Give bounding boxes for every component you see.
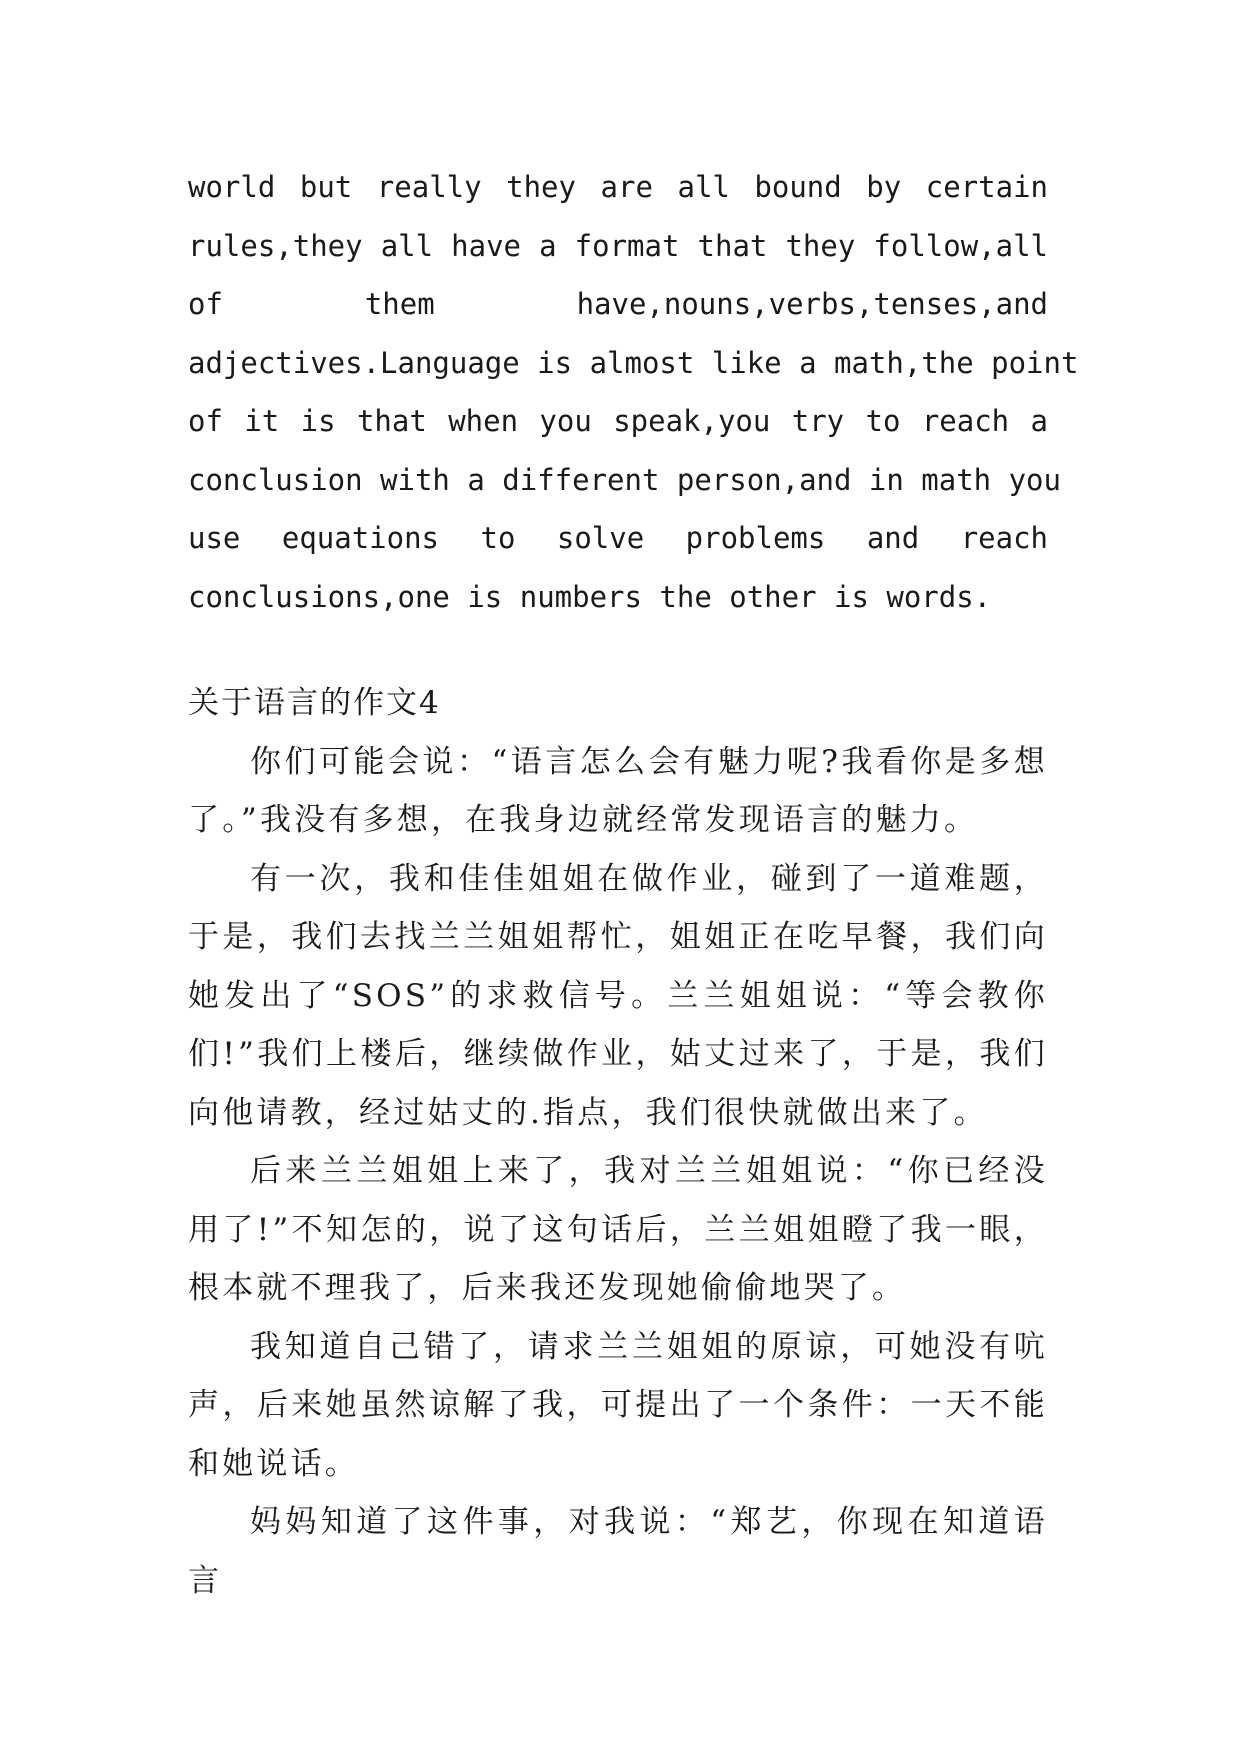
english-line-1: world but really they are all bound by certain <box>188 170 1048 204</box>
essay-paragraph-3: 后来兰兰姐姐上来了，我对兰兰姐姐说：“你已经没用了!”不知怎的，说了这句话后，兰兰姐姐瞪了我一眼，根本就不理我了，后来我还发现她偷偷地哭了。 <box>188 1153 1048 1306</box>
english-line-5: of it is that when you speak,you try to reach a <box>188 404 1048 438</box>
english-line-7: use equations to solve problems and reach <box>188 521 1048 555</box>
essay-heading: 关于语言的作文4 <box>188 685 441 721</box>
english-line-3: of them have,nouns,verbs,tenses,and <box>188 287 1048 321</box>
essay-paragraph-5: 妈妈知道了这件事，对我说：“郑艺，你现在知道语言 <box>188 1504 1048 1599</box>
document-page <box>188 158 1079 1610</box>
english-paragraph <box>188 158 1079 626</box>
english-line-6: conclusion with a different person,and in math you <box>188 462 1061 497</box>
essay-paragraph-1: 你们可能会说：“语言怎么会有魅力呢?我看你是多想了。”我没有多想，在我身边就经常发现语言的魅力。 <box>188 743 1048 838</box>
essay-paragraph-2: 有一次，我和佳佳姐姐在做作业，碰到了一道难题，于是，我们去找兰兰姐姐帮忙，姐姐正在吃早餐，我们向她发出了“SOS”的求救信号。兰兰姐姐说：“等会教你们!”我们上楼后，继续做作业，姑丈过来了，于是，我们向他请教，经过姑丈的.指点，我们很快就做出来了。 <box>188 860 1048 1131</box>
essay-section <box>188 674 1048 1610</box>
english-line-4: adjectives.Language is almost like a math,the point <box>188 345 1079 380</box>
english-line-2: rules,they all have a format that they follow,all <box>188 228 1048 263</box>
essay-paragraph-4: 我知道自己错了，请求兰兰姐姐的原谅，可她没有吭声，后来她虽然谅解了我，可提出了一个条件：一天不能和她说话。 <box>188 1328 1048 1482</box>
english-line-8: conclusions,one is numbers the other is words. <box>188 579 992 614</box>
